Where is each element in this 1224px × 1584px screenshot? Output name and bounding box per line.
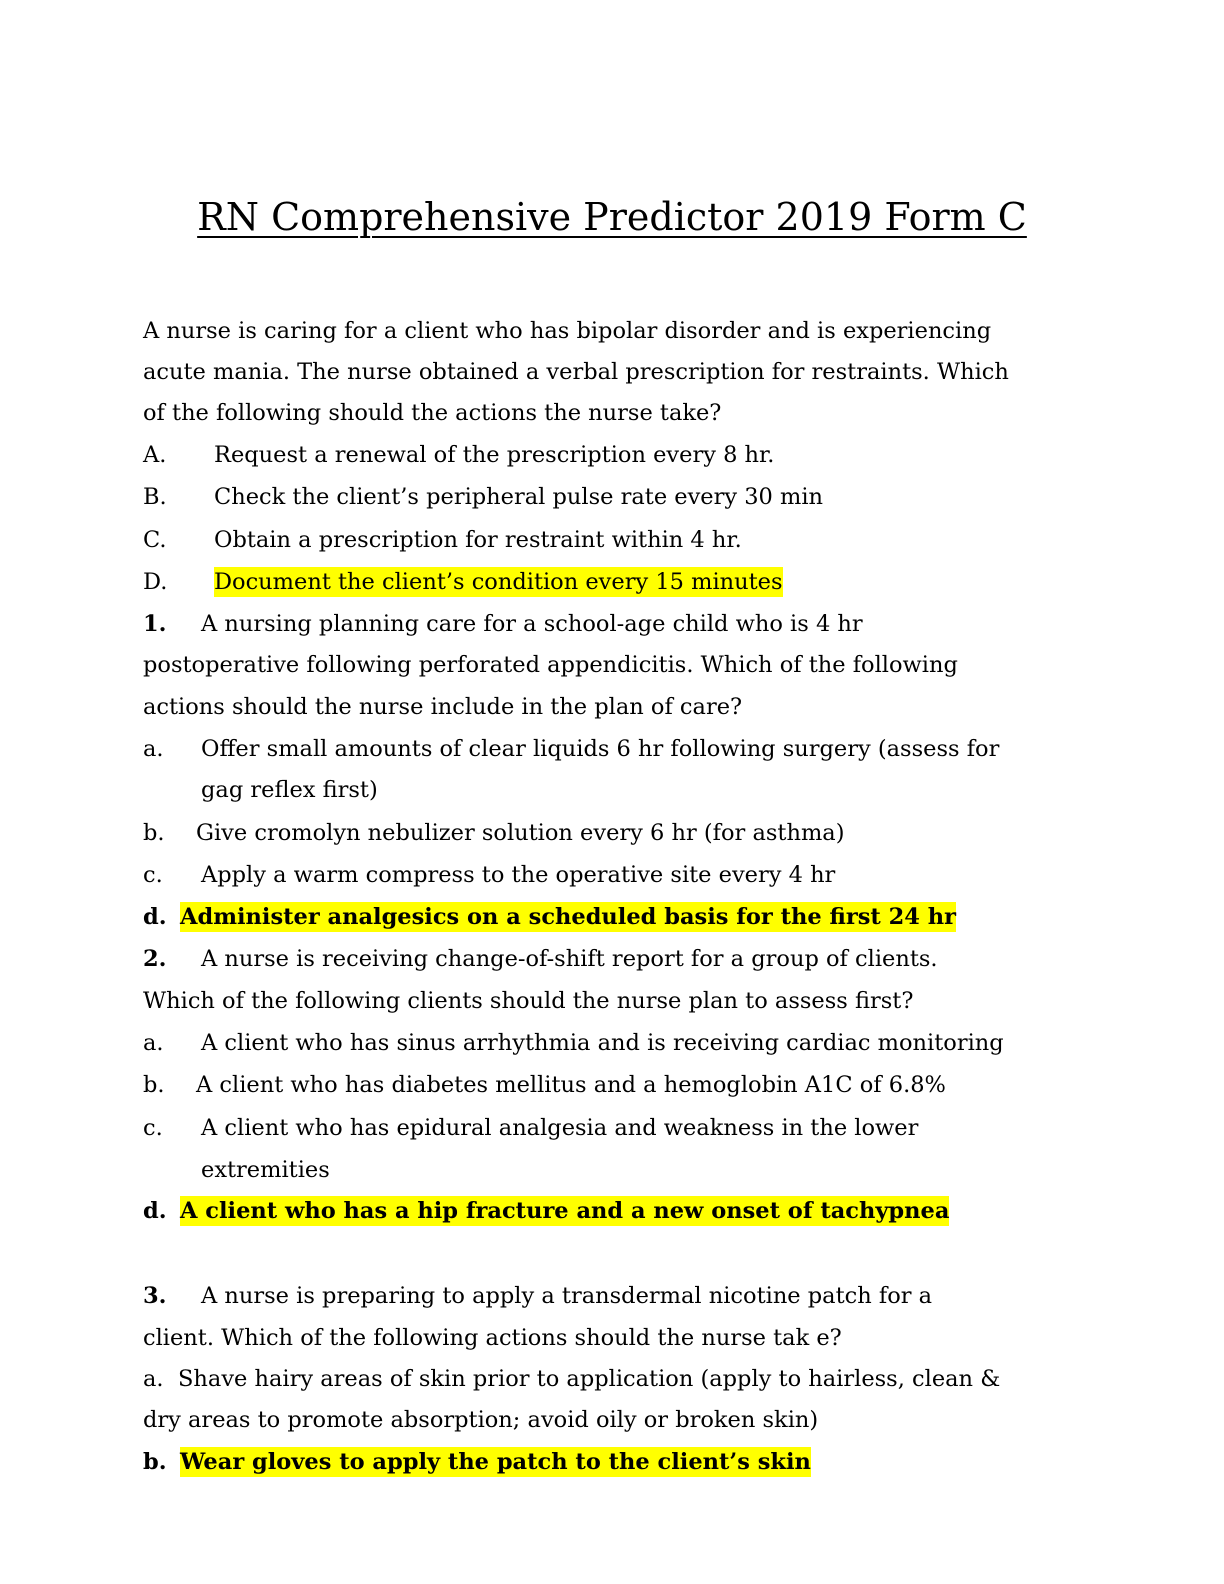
option-text: Shave hairy areas of skin prior to application (apply to hairless, clean & — [178, 1366, 1001, 1392]
question-2-line-1: A nurse is receiving change-of-shift report for a group of clients. — [201, 946, 938, 972]
option-text-continued: gag reflex first) — [201, 777, 378, 803]
option-marker: a. — [143, 1030, 164, 1056]
option-marker: b. — [143, 820, 165, 846]
option-text: A client who has epidural analgesia and weakness in the lower — [201, 1115, 919, 1141]
option-text: Apply a warm compress to the operative site every 4 hr — [201, 862, 836, 888]
question-number-2: 2. — [143, 946, 167, 972]
question-number-3: 3. — [143, 1283, 167, 1309]
option-marker: A. — [143, 442, 167, 468]
option-marker: c. — [143, 1115, 163, 1141]
option-text: Offer small amounts of clear liquids 6 hr following surgery (assess for — [201, 736, 1000, 762]
option-text: Check the client’s peripheral pulse rate every 30 min — [214, 484, 824, 510]
option-marker: b. — [143, 1449, 167, 1475]
option-text: Give cromolyn nebulizer solution every 6 hr (for asthma) — [196, 820, 845, 846]
option-text-continued: dry areas to promote absorption; avoid oily or broken skin) — [143, 1407, 819, 1433]
question-3-line-2: client. Which of the following actions should the nurse tak e? — [143, 1325, 842, 1351]
intro-question-line-2: acute mania. The nurse obtained a verbal prescription for restraints. Which — [143, 359, 1009, 385]
correct-answer-highlight: Document the client’s condition every 15 minutes — [214, 569, 783, 595]
question-2-line-2: Which of the following clients should the nurse plan to assess first? — [143, 988, 914, 1014]
option-marker: d. — [143, 904, 167, 930]
correct-answer-highlight: Administer analgesics on a scheduled basis for the first 24 hr — [180, 904, 956, 930]
document-title: RN Comprehensive Predictor 2019 Form C — [197, 195, 1027, 239]
option-marker: C. — [143, 527, 167, 553]
option-marker: a. — [143, 736, 164, 762]
option-marker: c. — [143, 862, 163, 888]
option-marker: D. — [143, 569, 168, 595]
correct-answer-highlight: Wear gloves to apply the patch to the client’s skin — [180, 1449, 811, 1475]
option-marker: d. — [143, 1198, 167, 1224]
option-text: Obtain a prescription for restraint within 4 hr. — [214, 527, 742, 553]
question-3-line-1: A nurse is preparing to apply a transdermal nicotine patch for a — [201, 1283, 933, 1309]
option-marker: B. — [143, 484, 167, 510]
option-text: Request a renewal of the prescription every 8 hr. — [214, 442, 775, 468]
question-number-1: 1. — [143, 611, 167, 637]
option-text-continued: extremities — [201, 1157, 330, 1183]
question-1-line-2: postoperative following perforated appendicitis. Which of the following — [143, 652, 958, 678]
option-marker: a. — [143, 1366, 164, 1392]
intro-question-line-1: A nurse is caring for a client who has bipolar disorder and is experiencing — [143, 318, 992, 344]
question-1-line-1: A nursing planning care for a school-age child who is 4 hr — [201, 611, 863, 637]
question-1-line-3: actions should the nurse include in the plan of care? — [143, 694, 743, 720]
intro-question-line-3: of the following should the actions the nurse take? — [143, 400, 722, 426]
correct-answer-highlight: A client who has a hip fracture and a new onset of tachypnea — [180, 1198, 950, 1224]
option-text: A client who has diabetes mellitus and a hemoglobin A1C of 6.8% — [196, 1072, 946, 1098]
option-text: A client who has sinus arrhythmia and is receiving cardiac monitoring — [201, 1030, 1004, 1056]
option-marker: b. — [143, 1072, 165, 1098]
